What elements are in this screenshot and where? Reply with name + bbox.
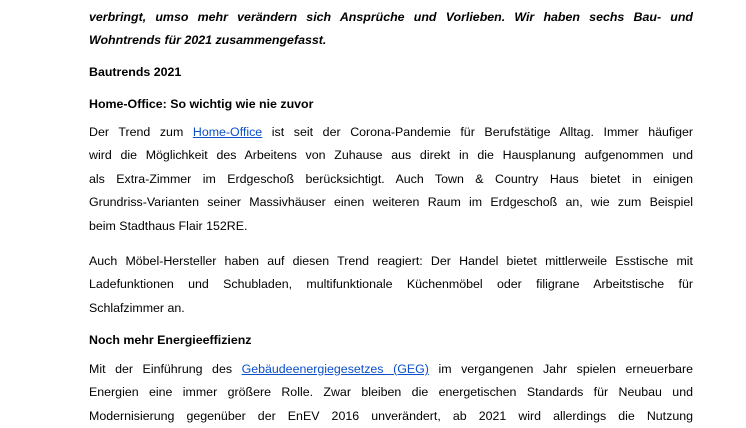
energy-p1-line-1: Mit der Einführung des Gebäudeenergiegesetzes (GEG) im vergangenen Jahr spielen erneuerbare: [89, 362, 693, 376]
energy-paragraph-1: [89, 358, 693, 428]
home-office-p1-line-1: Der Trend zum Home-Office ist seit der Corona-Pandemie für Berufstätige Alltag. Immer häufiger: [89, 125, 693, 139]
home-office-heading: Home-Office: So wichtig wie nie zuvor: [89, 97, 314, 111]
intro-line-1: verbringt, umso mehr verändern sich Ansprüche und Vorlieben. Wir haben sechs Bau- und: [89, 10, 693, 24]
section-title: Bautrends 2021: [89, 65, 182, 79]
home-office-p2-line-1: Auch Möbel-Hersteller haben auf diesen Trend reagiert: Der Handel bietet mittlerweile Esstische mit: [89, 254, 693, 268]
home-office-p1-line-3: als Extra-Zimmer im Erdgeschoß berücksichtigt. Auch Town & Country Haus bietet in einigen: [89, 171, 693, 186]
home-office-p1-line-5: beim Stadthaus Flair 152RE.: [89, 218, 248, 233]
home-office-paragraph-2: [89, 250, 693, 320]
intro-line-2: Wohntrends für 2021 zusammengefasst.: [89, 33, 327, 47]
geg-link[interactable]: Gebäudeenergiegesetzes (GEG): [241, 362, 429, 376]
energy-heading: Noch mehr Energieeffizienz: [89, 333, 252, 347]
energy-p1-line-2: Energien eine immer größere Rolle. Zwar bleiben die energetischen Standards für Neubau und: [89, 385, 693, 400]
home-office-p1-line-4: Grundriss-Varianten seiner Massivhäuser einen weiteren Raum im Erdgeschoß an, wie zum Beispiel: [89, 195, 693, 210]
home-office-link[interactable]: Home-Office: [192, 125, 263, 139]
energy-p1-line-3: Modernisierung gegenüber der EnEV 2016 unverändert, ab 2021 wird allerdings die Nutzung: [89, 408, 693, 423]
home-office-paragraph-1: [89, 121, 693, 238]
home-office-p2-line-3: Schlafzimmer an.: [89, 300, 185, 315]
home-office-p2-line-2: Ladefunktionen und Schubladen, multifunktionale Küchenmöbel oder filigrane Arbeitstische für: [89, 277, 693, 292]
intro-paragraph: [89, 6, 693, 52]
home-office-p1-line-2: wird die Möglichkeit des Arbeitens von Zuhause aus direkt in die Hausplanung aufgenommen und: [89, 148, 693, 163]
